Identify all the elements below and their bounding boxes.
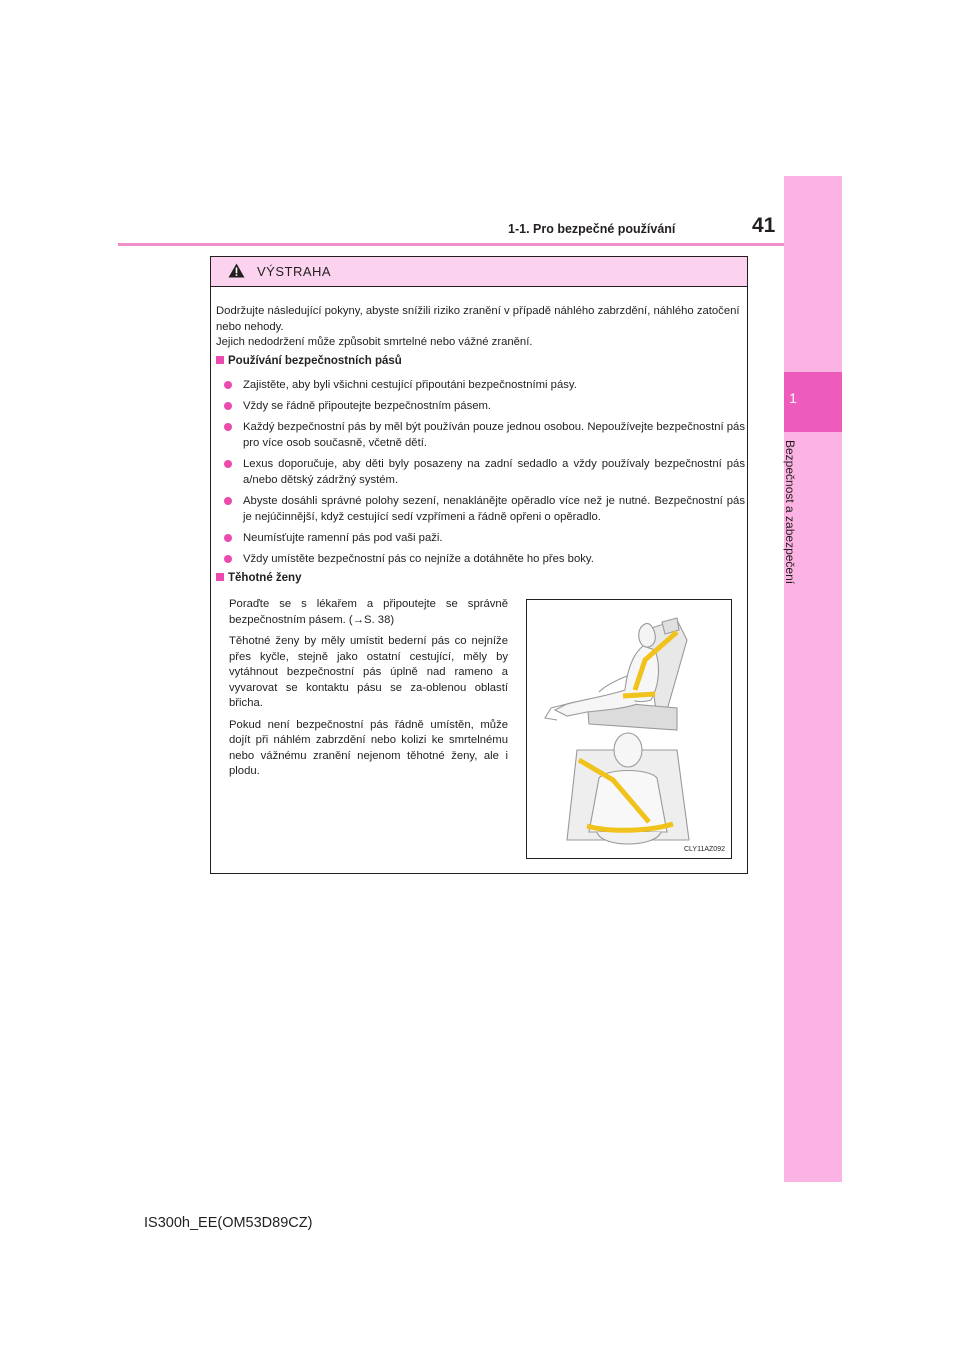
pregnant-paragraph: Poraďte se s lékařem a připoutejte se správně bezpečnostním pásem. (→S. 38) — [229, 598, 508, 626]
bullet-item — [224, 398, 745, 414]
bullet-dot-icon — [224, 534, 232, 542]
section-heading-pregnant-text: Těhotné ženy — [228, 572, 302, 584]
warning-title: VÝSTRAHA — [257, 264, 332, 279]
side-tab-strip — [784, 176, 842, 1182]
bullet-text: Lexus doporučuje, aby děti byly posazeny na zadní sedadlo a vždy používaly bezpečnostní pás a/nebo dětský zádržný systém. — [243, 458, 745, 486]
bullet-text: Vždy umístěte bezpečnostní pás co nejníže a dotáhněte ho přes boky. — [243, 553, 594, 565]
bullet-item — [224, 530, 745, 546]
chapter-label: Bezpečnost a zabezpečení — [783, 440, 797, 585]
bullet-text: Zajistěte, aby byli všichni cestující připoutáni bezpečnostními pásy. — [243, 379, 577, 391]
chapter-label-wrap — [783, 440, 801, 620]
bullet-text: Neumísťujte ramenní pás pod vaši paži. — [243, 532, 443, 544]
warning-intro — [216, 304, 741, 351]
square-bullet-icon — [216, 573, 224, 581]
bullet-dot-icon — [224, 381, 232, 389]
bullet-text: Vždy se řádně připoutejte bezpečnostním pásem. — [243, 400, 492, 412]
bullet-item — [224, 551, 745, 567]
header-rule — [118, 243, 838, 246]
footer-model-code: IS300h_EE(OM53D89CZ) — [144, 1215, 313, 1231]
page-number: 41 — [752, 214, 776, 237]
intro-line-2: Jejich nedodržení může způsobit smrtelné nebo vážné zranění. — [216, 336, 533, 348]
warning-triangle-icon — [228, 263, 245, 278]
intro-line-1: Dodržujte následující pokyny, abyste snížili riziko zranění v případě náhlého zabrzdění, náhlého zatočení nebo nehody. — [216, 305, 740, 333]
bullet-dot-icon — [224, 497, 232, 505]
section-heading-pregnant — [216, 572, 301, 584]
bullet-dot-icon — [224, 555, 232, 563]
pregnant-paragraph: Pokud není bezpečnostní pás řádně umístěn, může dojít při náhlém zabrzdění nebo kolizi ke smrtelnému nebo vážnému zranění nejenom těhotné ženy, ale i plodu. — [229, 718, 508, 777]
section-heading-seatbelts — [216, 355, 402, 367]
bullet-item — [224, 456, 745, 488]
bullet-dot-icon — [224, 423, 232, 431]
bullet-item — [224, 377, 745, 393]
pregnant-seatbelt-drawing — [527, 600, 731, 858]
illustration-code: CLY11AZ092 — [684, 846, 725, 853]
warning-header — [211, 257, 747, 287]
square-bullet-icon — [216, 356, 224, 364]
seatbelt-illustration — [526, 599, 732, 859]
section-heading-seatbelts-text: Používání bezpečnostních pásů — [228, 355, 402, 367]
bullet-dot-icon — [224, 402, 232, 410]
warning-box — [210, 256, 748, 874]
pregnant-text — [229, 597, 508, 786]
bullet-text: Každý bezpečnostní pás by měl být používán pouze jednou osobou. Nepoužívejte bezpečnostní pás pro více osob současně, včetně dětí. — [243, 421, 745, 449]
chapter-number: 1 — [789, 390, 797, 406]
bullet-dot-icon — [224, 460, 232, 468]
bullet-text: Abyste dosáhli správné polohy sezení, nenaklánějte opěradlo více než je nutné. Bezpečnostní pás je nejúčinnější, když cestující sedí vzpřímeni a řádně opřeni o opěradlo. — [243, 495, 745, 523]
bullet-item — [224, 419, 745, 451]
bullet-item — [224, 493, 745, 525]
pregnant-paragraph: Těhotné ženy by měly umístit bederní pás co nejníže přes kyčle, stejně jako ostatní cestující, měly by vytáhnout bezpečnostní pás úplně nad rameno a vyvarovat se kontaktu pásu se za-oblenou oblastí břicha. — [229, 635, 508, 709]
section-title: 1-1. Pro bezpečné používání — [508, 222, 676, 236]
